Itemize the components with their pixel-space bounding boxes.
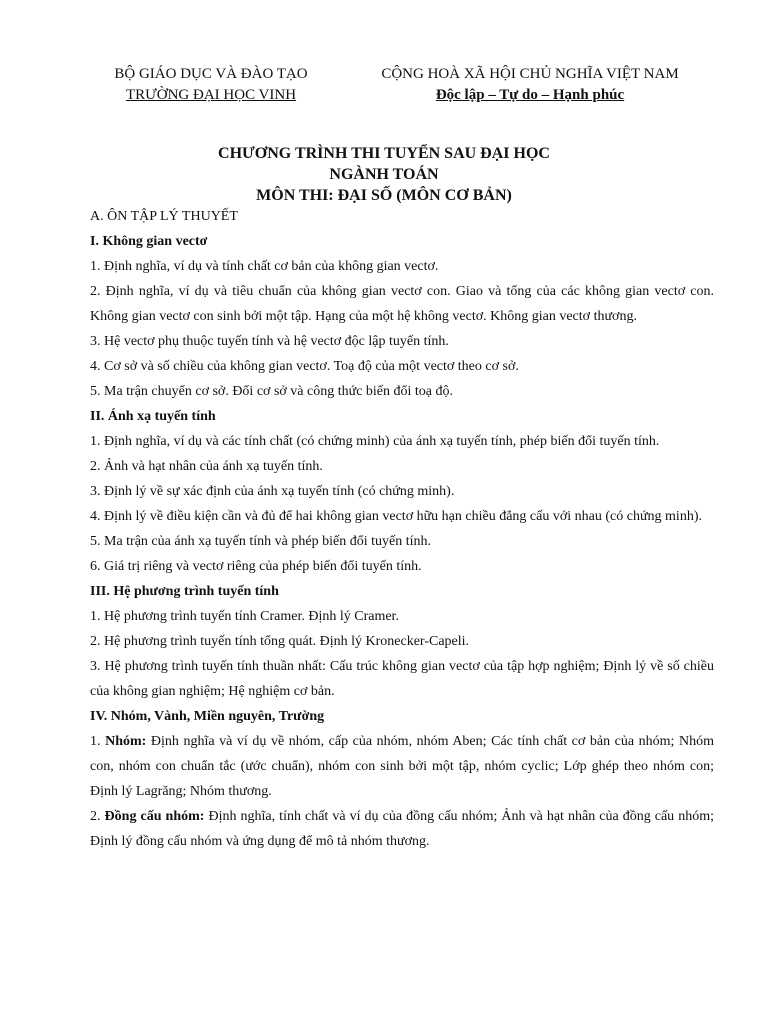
list-item xyxy=(90,804,714,854)
list-item: 5. Ma trận của ánh xạ tuyến tính và phép biến đổi tuyến tính. xyxy=(90,534,431,549)
part-a-heading: A. ÔN TẬP LÝ THUYẾT xyxy=(90,209,238,224)
title-line-3: MÔN THI: ĐẠI SỐ (MÔN CƠ BẢN) xyxy=(256,187,512,204)
list-item: 4. Định lý về điều kiện cần và đủ để hai không gian vectơ hữu hạn chiều đẳng cấu với nhau (có chứng minh). xyxy=(90,509,702,524)
list-item: 3. Hệ phương trình tuyến tính thuần nhất: Cấu trúc không gian vectơ của tập hợp nghiệm; Định lý về số chiều của không gian nghiệm; Hệ nghiệm cơ bản. xyxy=(90,659,714,699)
list-item: 2. Hệ phương trình tuyến tính tổng quát. Định lý Kronecker-Capeli. xyxy=(90,634,470,649)
title-line-1: CHƯƠNG TRÌNH THI TUYỂN SAU ĐẠI HỌC xyxy=(218,145,550,162)
document-body xyxy=(90,204,714,854)
list-item: 3. Định lý về sự xác định của ánh xạ tuyến tính (có chứng minh). xyxy=(90,484,455,499)
national-motto: Độc lập – Tự do – Hạnh phúc xyxy=(435,87,625,103)
list-item: 6. Giá trị riêng và vectơ riêng của phép biến đổi tuyến tính. xyxy=(90,559,422,574)
list-item: 3. Hệ vectơ phụ thuộc tuyến tính và hệ vectơ độc lập tuyến tính. xyxy=(90,334,449,349)
ministry-name: BỘ GIÁO DỤC VÀ ĐÀO TẠO xyxy=(114,66,308,82)
item-number: 1. xyxy=(90,734,106,749)
title-line-2: NGÀNH TOÁN xyxy=(329,166,439,183)
item-text: Định nghĩa, tính chất và ví dụ của đồng cấu nhóm; Ảnh và hạt nhân của đồng cấu nhóm; Định lý đồng cấu nhóm và ứng dụng để mô tả nhóm thương. xyxy=(90,809,715,849)
list-item: 1. Định nghĩa, ví dụ và tính chất cơ bản của không gian vectơ. xyxy=(90,259,439,274)
item-text: Định nghĩa và ví dụ về nhóm, cấp của nhóm, nhóm Aben; Các tính chất cơ bản của nhóm; Nhóm con, nhóm con chuẩn tắc (ước chuẩn), nhóm con sinh bởi một tập, nhóm cyclic; Lớp ghép theo nhóm con; Định lý Lagrăng; Nhóm thương. xyxy=(90,734,714,799)
item-term: Đồng cấu nhóm: xyxy=(104,809,205,824)
section-heading: III. Hệ phương trình tuyến tính xyxy=(90,584,279,599)
list-item xyxy=(90,729,714,804)
item-number: 2. xyxy=(90,809,105,824)
list-item: 1. Định nghĩa, ví dụ và các tính chất (có chứng minh) của ánh xạ tuyến tính, phép biến đổi tuyến tính. xyxy=(90,434,660,449)
national-header xyxy=(360,64,700,106)
list-item: 2. Ảnh và hạt nhân của ánh xạ tuyến tính. xyxy=(90,459,323,474)
list-item: 5. Ma trận chuyển cơ sở. Đổi cơ sở và công thức biến đổi toạ độ. xyxy=(90,384,454,399)
list-item: 1. Hệ phương trình tuyến tính Cramer. Định lý Cramer. xyxy=(90,609,399,624)
university-name: TRƯỜNG ĐẠI HỌC VINH xyxy=(125,87,297,103)
ministry-header xyxy=(96,64,326,106)
section-heading: II. Ánh xạ tuyến tính xyxy=(90,409,216,424)
list-item: 2. Định nghĩa, ví dụ và tiêu chuẩn của không gian vectơ con. Giao và tổng của các không gian vectơ con. Không gian vectơ con sinh bởi một tập. Hạng của một hệ không vectơ. Không gian vectơ thương. xyxy=(90,284,714,324)
document-title xyxy=(60,143,708,206)
list-item: 4. Cơ sở và số chiều của không gian vectơ. Toạ độ của một vectơ theo cơ sở. xyxy=(90,359,519,374)
country-name: CỘNG HOÀ XÃ HỘI CHỦ NGHĨA VIỆT NAM xyxy=(381,66,679,82)
section-heading: IV. Nhóm, Vành, Miền nguyên, Trường xyxy=(90,709,325,724)
section-heading: I. Không gian vectơ xyxy=(90,234,208,249)
item-term: Nhóm: xyxy=(105,734,147,749)
